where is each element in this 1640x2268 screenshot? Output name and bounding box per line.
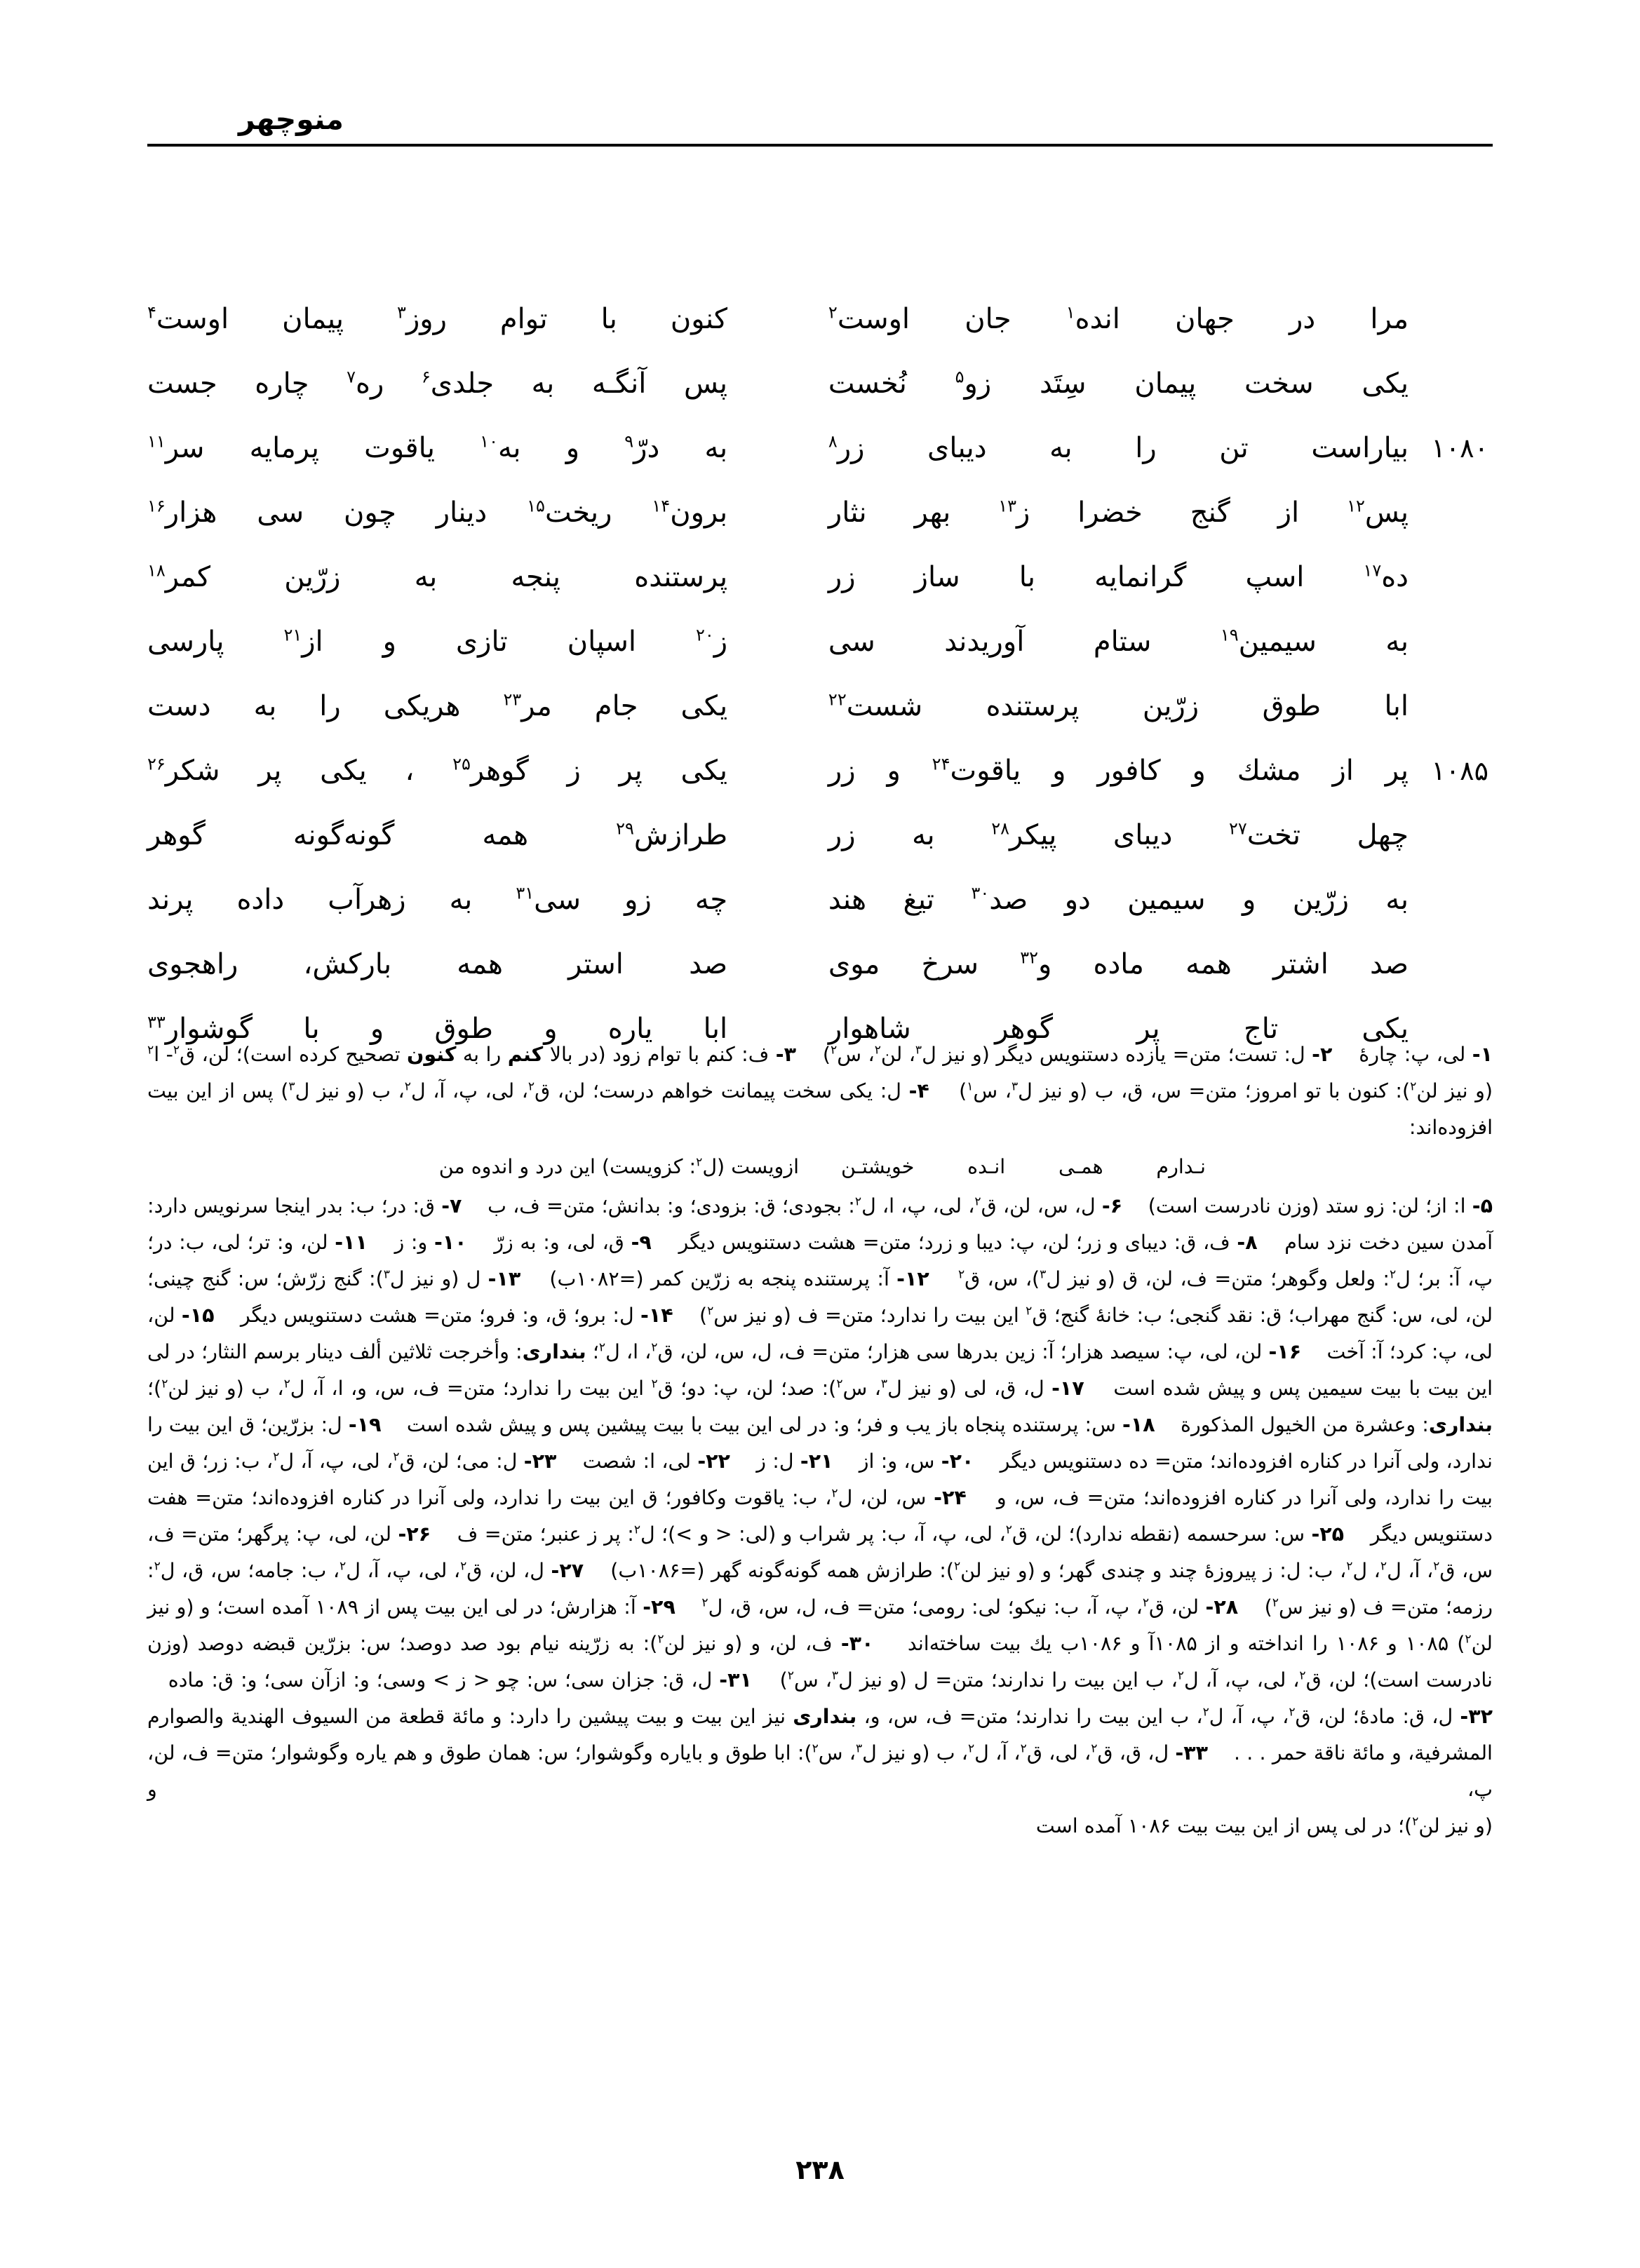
- hemistich-pair: [147, 874, 1409, 926]
- verse-couplet: [147, 938, 1493, 990]
- hemistich-second: یكی جام مر$^{۲۳}$ هریكی را به دست: [147, 689, 728, 722]
- verse-couplet: [147, 422, 1493, 474]
- verse-number: ۱۰۸۵: [1431, 755, 1488, 786]
- hemistich-first: مرا در جهان انده$^۱$ جان اوست$^۲$: [828, 302, 1409, 335]
- page-number: ۲۳۸: [795, 2154, 845, 2185]
- hemistich-second: ز$^{۲۰}$ اسپان تازی و از$^{۲۱}$ پارسی: [147, 625, 728, 658]
- hemistich-second: یكی پر ز گوهر$^{۲۵}$ ، یكی پر شكر$^{۲۶}$: [147, 754, 728, 787]
- hemistich-first: ابا طوق زرّین پرستنده شست$^{۲۲}$: [828, 689, 1409, 722]
- hemistich-pair: [147, 616, 1409, 668]
- hemistich-second: صد استر همه باركش، راهجوی: [147, 948, 728, 980]
- hemistich-first: ده$^{۱۷}$ اسپ گرانمایه با ساز زر: [828, 560, 1409, 593]
- hemistich-second: به درّ$^۹$ و به$^{۱۰}$ یاقوت پرمایه سر$^{۱۱}$: [147, 431, 728, 464]
- hemistich-pair: [147, 938, 1409, 990]
- running-head: منوچهر: [238, 102, 344, 136]
- hemistich-first: به زرّین و سیمین دو صد$^{۳۰}$ تیغ هند: [828, 883, 1409, 916]
- hemistich-second: پرستنده پنجه به زرّین كمر$^{۱۸}$: [147, 560, 728, 593]
- inserted-hemistich-second: ازویست (ل$^۲$: كزویست) این درد و اندوه من: [438, 1155, 799, 1178]
- verse-couplet: [147, 358, 1493, 410]
- hemistich-second: ابا یاره و طوق و با گوشوار$^{۳۳}$: [147, 1012, 728, 1045]
- verse-couplet: [147, 616, 1493, 668]
- verse-couplet: [147, 293, 1493, 345]
- hemistich-first: بیاراست تن را به دیبای زر$^۸$: [828, 431, 1409, 464]
- hemistich-first: به سیمین$^{۱۹}$ ستام آوریدند سی: [828, 625, 1409, 658]
- hemistich-pair: [147, 680, 1409, 732]
- hemistich-first: پر از مشك و كافور و یاقوت$^{۲۴}$ و زر: [828, 754, 1409, 787]
- hemistich-pair: [147, 358, 1409, 410]
- inserted-hemistich-first: نـدارم همـی انـده خویشتـن: [841, 1155, 1206, 1178]
- hemistich-second: كنون با توام روز$^۳$ پیمان اوست$^۴$: [147, 302, 728, 335]
- verse-couplet: [147, 874, 1493, 926]
- hemistich-pair: [147, 487, 1409, 539]
- hemistich-pair: [147, 551, 1409, 603]
- hemistich-pair: [147, 745, 1409, 797]
- header-rule-divider: [147, 144, 1493, 147]
- hemistich-pair: [147, 422, 1409, 474]
- running-head-area: [147, 102, 1493, 189]
- hemistich-first: صد اشتر همه ماده و$^{۳۲}$ سرخ موی: [828, 947, 1409, 980]
- hemistich-second: طرازش$^{۲۹}$ همه گونه‌گونه گوهر: [147, 818, 728, 851]
- hemistich-second: پس آنگـه به جلدی$^۶$ ره$^۷$ چاره جست: [147, 367, 728, 400]
- hemistich-pair: [147, 809, 1409, 861]
- apparatus-paragraph: ۵- ا: از؛ لن: زو ستد (وزن نادرست است) ۶- ل، س، لن، ق$^۲$، لی، پ، ا، ل$^۲$: بجودی؛ ق: بزودی؛ و: بدانش؛ متن= ف، ب ۷- ق: در؛ ب: بدر اینجا سرنویس دارد: آمدن سین دخت نزد سام ۸- ف، ق: دیبای و زر؛ لن، پ: دیبا و زرد؛ متن= هشت دستنویس دیگر ۹- ق، لی، و: به زرّ ۱۰- و: ز ۱۱- لن، و: تر؛ لی، ب: در؛ پ، آ: بر؛ ل$^۲$: ولعل وگوهر؛ متن= ف، لن، ق (و نیز ل$^۳$)، س، ق$^۲$ ۱۲- آ: پرستنده پنجه به زرّین كمر (=۱۰۸۲ب) ۱۳- ل (و نیز ل$^۳$): گنج زرّش؛ س: گنج چینی؛ لن، لی، س: گنج مهراب؛ ق: نقد گنجی؛ ب: خانهٔ گنج؛ ق$^۲$ این بیت را ندارد؛ متن= ف (و نیز س$^۲$) ۱۴- ل: برو؛ ق، و: فرو؛ متن= هشت دستنویس دیگر ۱۵- لن، لی، پ: كرد؛ آ: آخت ۱۶- لن، لی، پ: سیصد هزار؛ آ: زین بدرها سی هزار؛ متن= ف، ل، س، لن، ق$^۲$، ا، ل$^۲$؛ بنداری: وأخرجت ثلاثین ألف دینار برسم النثار؛ در لی این بیت با بیت سیمین پس و پیش شده است ۱۷- ل، ق، لی (و نیز ل$^۳$، س$^۲$): صد؛ لن، پ: دو؛ ق$^۲$ این بیت را ندارد؛ متن= ف، س، و، ا، آ، ل$^۲$، ب (و نیز لن$^۲$)؛ بنداری: وعشرة من الخیول المذكورة ۱۸- س: پرستنده پنجاه باز یب و فر؛ و: در لی این بیت با بیت پیشین پس و پیش شده است ۱۹- ل: بزرّین؛ ق این بیت را ندارد، ولی آنرا در كناره افزوده‌اند؛ متن= ده دستنویس دیگر ۲۰- س، و: از ۲۱- ل: ز ۲۲- لی، ا: شصت ۲۳- ل: می؛ لن، ق$^۲$، لی، پ، آ، ل$^۲$، ب: زر؛ ق این بیت را ندارد، ولی آنرا در كناره افزوده‌اند؛ متن= ف، س، و ۲۴- س، لن، ل$^۲$، ب: یاقوت وكافور؛ ق این بیت را ندارد، ولی آنرا در كناره افزوده‌اند؛ متن= هفت دستنویس دیگر ۲۵- س: سرحسمه (نقطه ندارد)؛ لن، ق$^۲$، لی، پ، آ، ب: پر شراب و (لی: < و >)؛ ل$^۲$: پر ز عنبر؛ متن= ف ۲۶- لن، لی، پ: پرگهر؛ متن= ف، س، ق$^۲$، آ، ل$^۲$، ل$^۲$، ب: ل: ز پیروزهٔ چند و چندی گهر؛ و (و نیز لن$^۲$): طرازش همه گونه‌گونه گهر (=۱۰۸۶ب) ۲۷- ل، لن، ق$^۲$، لی، پ، آ، ل$^۲$، ب: جامه؛ س، ق، ل$^۲$: رزمه؛ متن= ف (و نیز س$^۲$) ۲۸- لن، ق$^۲$، پ، آ، ب: نیكو؛ لی: رومی؛ متن= ف، ل، س، ق، ل$^۲$ ۲۹- آ: هزارش؛ در لی این بیت پس از ۱۰۸۹ آمده است؛ و (و نیز لن$^۲$) ۱۰۸۵ و ۱۰۸۶ را انداخته و از ۱۰۸۵آ و ۱۰۸۶ب یك بیت ساخته‌اند ۳۰- ف، لن، و (و نیز لن$^۲$): به زرّینه نیام بود صد دوصد؛ س: بزرّین قبضه دوصد (وزن نادرست است)؛ لن، ق$^۲$، لی، پ، آ، ل$^۲$، ب این بیت را ندارند؛ متن= ل (و نیز ل$^۳$، س$^۲$) ۳۱- ل، ق: جزان سی؛ س: چو < ز > وسی؛ و: ازآن سی؛ و: ق: ماده ۳۲- ل، ق: مادهٔ؛ لن، ق$^۲$، پ، آ، ل$^۲$، ب این بیت را ندارند؛ متن= ف، س، و، بنداری نیز این بیت و بیت پیشین را دارد: و مائة قطعة من السیوف الهندیة والصوارم المشرفیة، و مائة ناقة حمر . . . ۳۳- ل، ق، ق$^۲$، لی، ق$^۲$، آ، ل$^۲$، ب (و نیز ل$^۳$، س$^۲$): ابا طوق و بایاره وگوشوار؛ س: همان طوق و هم یاره وگوشوار؛ متن= ف، لن، پ، و: [147, 1194, 1493, 1801]
- apparatus-paragraph: (و نیز لن$^۲$)؛ در لی پس از این بیت بیت ۱۰۸۶ آمده است: [1035, 1814, 1493, 1837]
- apparatus-paragraph: ۱- لی، پ: چارهٔ ۲- ل: تست؛ متن= یازده دستنویس دیگر (و نیز ل$^۳$، لن$^۲$، س$^۲$) ۳- ف: كنم با توام زود (در بالا كنم را به كنون تصحیح كرده است)؛ لن، ق$^۲$- ا$^۲$ (و نیز لن$^۲$): كنون با تو امروز؛ متن= س، ق، ب (و نیز ل$^۳$، س$^۱$) ۴- ل: یكی سخت پیمانت خواهم درست؛ لن، ق$^۲$، لی، پ، آ، ل$^۲$، ب (و نیز ل$^۳$) پس از این بیت افزوده‌اند:: [147, 1043, 1493, 1139]
- verse-couplet: [147, 809, 1493, 861]
- verse-couplet: [147, 745, 1493, 797]
- hemistich-pair: [147, 293, 1409, 345]
- hemistich-first: یكی سخت پیمان سِتَد زو$^۵$ نُخست: [828, 367, 1409, 400]
- verse-couplet: [147, 680, 1493, 732]
- apparatus-inserted-verse: [147, 1149, 1493, 1185]
- hemistich-first: پس$^{۱۲}$ از گنج خضرا ز$^{۱۳}$ بهر نثار: [828, 496, 1409, 529]
- hemistich-second: برون$^{۱۴}$ ریخت$^{۱۵}$ دینار چون سی هزار$^{۱۶}$: [147, 496, 728, 529]
- hemistich-first: یكی تاج پر گوهر شاهوار: [828, 1013, 1409, 1045]
- verse-number: ۱۰۸۰: [1431, 433, 1488, 464]
- verse-block: [147, 293, 1493, 1067]
- hemistich-second: چه زو سی$^{۳۱}$ به زهرآب داده پرند: [147, 883, 728, 916]
- verse-couplet: [147, 487, 1493, 539]
- verse-couplet: [147, 551, 1493, 603]
- hemistich-first: چهل تخت$^{۲۷}$ دیبای پیكر$^{۲۸}$ به زر: [828, 818, 1409, 851]
- critical-apparatus: [147, 1037, 1493, 1844]
